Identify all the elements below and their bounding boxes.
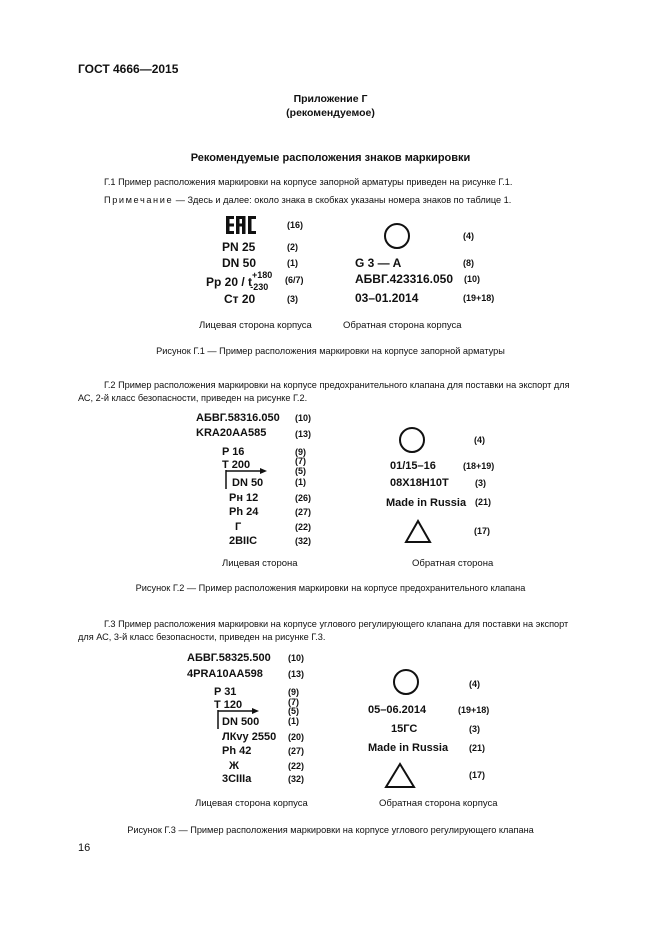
g2-ref-made: (21) [475,497,492,507]
g2-mark-dn: DN 50 [232,477,264,489]
note-text: — Здесь и далее: около знака в скобках указаны номера знаков по таблице 1. [173,195,512,205]
g3-ref-class: (32) [288,774,305,784]
ref-date: (19+18) [463,293,495,303]
g2-ref-date: (18+19) [463,461,495,471]
document-code: ГОСТ 4666—2015 [78,62,179,76]
ref-code: (10) [464,274,481,284]
g2-triangle-mark-icon [405,519,435,545]
pp-main: Pp 20 / t [206,275,253,289]
ref-16: (16) [287,220,304,230]
g3-front-label: Лицевая сторона корпуса [195,798,308,809]
g2-mark-t: T 200 [222,459,251,471]
circle-mark-icon [383,222,413,252]
g3-ref-date: (19+18) [458,705,490,715]
mark-pp [206,270,290,292]
g3-mark-code: АБВГ.58325.500 [187,652,271,664]
g2-ref-pn: (26) [295,493,312,503]
mark-g3a: G 3 — A [355,256,402,270]
g2-ref-g: (22) [295,522,312,532]
g3-mark-date: 05–06.2014 [368,704,427,716]
g3-ref-t: (7) [288,697,299,707]
eac-mark-icon [226,215,256,237]
g3-ref-ph: (27) [288,746,305,756]
ref-g3a: (8) [463,258,474,268]
g2-paragraph-line2: АС, 2-й класс безопасности, приведен на рисунке Г.2. [78,393,308,403]
appendix-title-line: Приложение Г [293,93,368,105]
g3-ref-pra: (13) [288,669,305,679]
g3-circle-mark-icon [392,668,422,698]
g3-ref-code: (10) [288,653,305,663]
g3-mark-steel: 15ГС [391,723,418,735]
g3-ref-steel: (3) [469,724,480,734]
g2-mark-steel: 08Х18Н10Т [390,477,449,489]
g3-ref-kvy: (20) [288,732,305,742]
g2-front-label: Лицевая сторона [222,558,298,569]
ref-circle: (4) [463,231,474,241]
g3-mark-zh: Ж [229,760,239,772]
mark-dn: DN 50 [222,256,257,270]
g2-mark-p: P 16 [222,446,245,458]
note-label: Примечание [104,195,174,205]
ref-pn: (2) [287,242,298,252]
g3-ref-zh: (22) [288,761,305,771]
g3-mark-dn: DN 500 [222,716,260,728]
figure-caption-g1: Рисунок Г.1 — Пример расположения маркировки на корпусе запорной арматуры [156,346,505,356]
g2-ref-t: (7) [295,456,306,466]
g3-mark-t: T 120 [214,699,243,711]
g2-ref-code: (10) [295,413,312,423]
g1-front-label: Лицевая сторона корпуса [199,320,312,331]
g2-ref-ph: (27) [295,507,312,517]
pp-sup: +180 [252,270,273,280]
mark-pn: PN 25 [222,240,256,254]
g1-note [104,194,511,207]
page-number: 16 [78,842,91,854]
g2-mark-g: Г [235,521,242,533]
g2-ref-p: (9) [295,447,306,457]
figure-caption-g2: Рисунок Г.2 — Пример расположения маркировки на корпусе предохранительного клапана [135,583,526,593]
figure-caption-g3: Рисунок Г.3 — Пример расположения маркировки на корпусе углового регулирующего клапана [127,825,534,835]
g3-triangle-mark-icon [385,762,419,790]
g2-mark-code: АБВГ.58316.050 [196,412,280,424]
g3-mark-pra: 4PRA10AA598 [187,668,263,680]
g2-paragraph-line1: Г.2 Пример расположения маркировки на корпусе предохранительного клапана для поставки на экспорт для [104,380,570,390]
g2-ref-steel: (3) [475,478,486,488]
g3-ref-circle: (4) [469,679,480,689]
g3-paragraph-line1: Г.3 Пример расположения маркировки на корпусе углового регулирующего клапана для поставки на экспорт [104,619,569,629]
g2-mark-class: 2ВIIС [229,535,258,547]
g3-ref-p: (9) [288,687,299,697]
pp-sub: -230 [250,282,269,292]
mark-code: АБВГ.423316.050 [355,272,453,286]
g3-mark-p: P 31 [214,686,237,698]
g2-mark-ph: Ph 24 [229,506,259,518]
g2-ref-triangle: (17) [474,526,491,536]
g2-back-label: Обратная сторона [412,558,494,569]
g1-paragraph: Г.1 Пример расположения маркировки на корпусе запорной арматуры приведен на рисунке Г.1. [104,177,513,187]
g2-mark-date: 01/15–16 [390,460,436,472]
g3-mark-ph: Ph 42 [222,745,252,757]
g3-mark-kvy: ЛКvу 2550 [222,731,277,743]
ref-dn: (1) [287,258,298,268]
g2-ref-circle: (4) [474,435,485,445]
ref-st: (3) [287,294,298,304]
g3-ref-made: (21) [469,743,486,753]
mark-date: 03–01.2014 [355,291,419,305]
g3-ref-triangle: (17) [469,770,486,780]
g1-back-label: Обратная сторона корпуса [343,320,462,331]
g2-mark-kra: KRA20AA585 [196,427,267,439]
g2-circle-mark-icon [398,426,428,456]
g3-mark-class: 3СIIIа [222,773,252,785]
section-heading: Рекомендуемые расположения знаков маркировки [190,152,471,164]
g2-ref-dn: (1) [295,477,306,487]
g2-ref-kra: (13) [295,429,312,439]
g3-paragraph-line2: для АС, 3-й класс безопасности, приведен на рисунке Г.3. [78,632,326,642]
appendix-subtitle: (рекомендуемое) [286,107,375,119]
appendix-title [0,92,661,120]
g3-ref-arrow: (5) [288,706,299,716]
g2-mark-pn: Pн 12 [229,492,259,504]
g3-ref-dn: (1) [288,716,299,726]
g3-mark-made: Made in Russia [368,742,449,754]
g2-ref-arrow: (5) [295,466,306,476]
mark-st: Ст 20 [224,292,256,306]
g3-back-label: Обратная сторона корпуса [379,798,498,809]
g2-mark-made: Made in Russia [386,497,467,509]
g2-ref-class: (32) [295,536,312,546]
ref-pp: (6/7) [285,275,304,285]
